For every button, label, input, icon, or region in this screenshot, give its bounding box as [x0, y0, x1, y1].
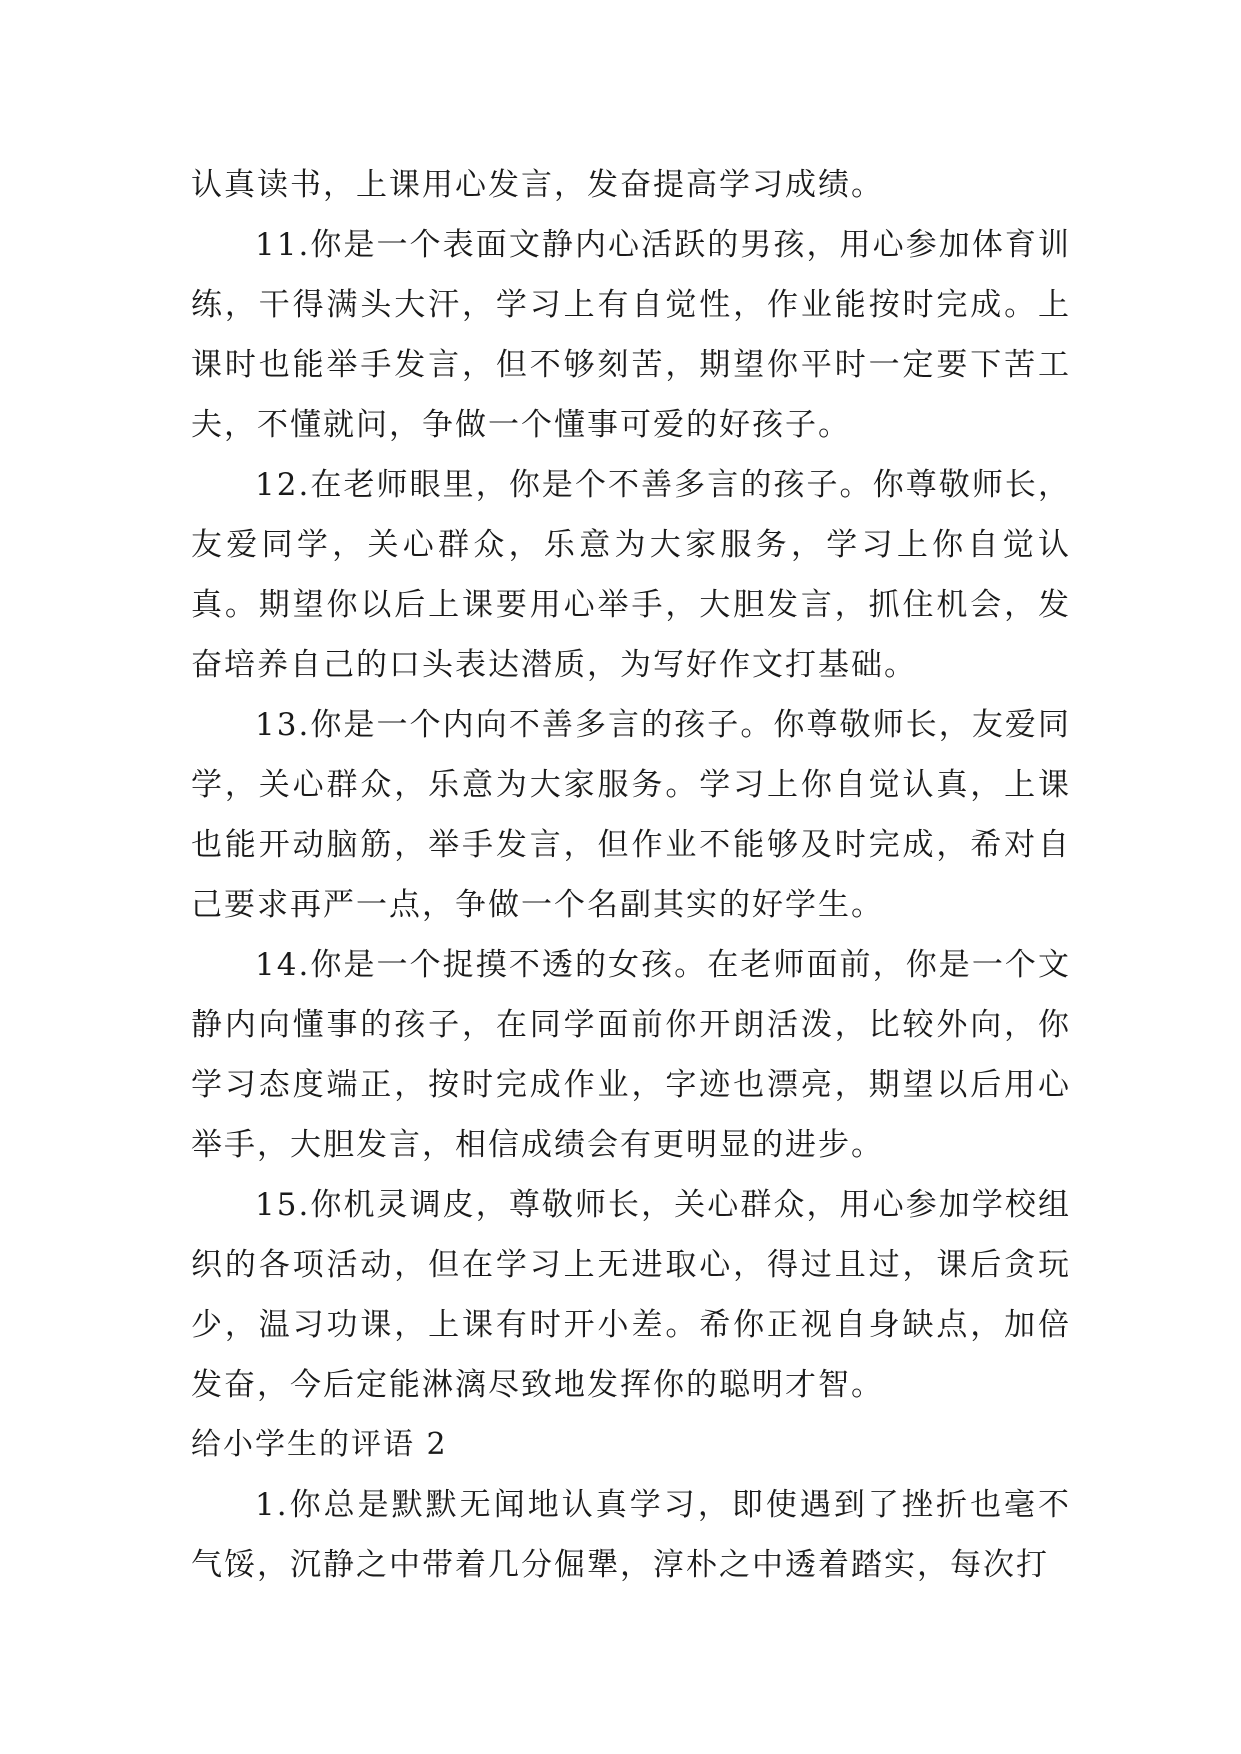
- comment-paragraph-12: 12.在老师眼里，你是个不善多言的孩子。你尊敬师长，友爱同学，关心群众，乐意为大家服务，学习上你自觉认真。期望你以后上课要用心举手，大胆发言，抓住机会，发奋培养自己的口头表达潜质，为写好作文打基础。: [191, 467, 1071, 683]
- paragraph-continuation: 认真读书，上课用心发言，发奋提高学习成绩。: [191, 167, 884, 203]
- document-body: [191, 155, 1071, 1595]
- comment-paragraph-13: 13.你是一个内向不善多言的孩子。你尊敬师长，友爱同学，关心群众，乐意为大家服务。学习上你自觉认真，上课也能开动脑筋，举手发言，但作业不能够及时完成，希对自己要求再严一点，争做一个名副其实的好学生。: [191, 707, 1071, 923]
- comment-paragraph-14: 14.你是一个捉摸不透的女孩。在老师面前，你是一个文静内向懂事的孩子，在同学面前你开朗活泼，比较外向，你学习态度端正，按时完成作业，字迹也漂亮，期望以后用心举手，大胆发言，相信成绩会有更明显的进步。: [191, 947, 1071, 1163]
- section-heading: 给小学生的评语 2: [191, 1427, 448, 1462]
- comment-paragraph-11: 11.你是一个表面文静内心活跃的男孩，用心参加体育训练，干得满头大汗，学习上有自觉性，作业能按时完成。上课时也能举手发言，但不够刻苦，期望你平时一定要下苦工夫，不懂就问，争做一个懂事可爱的好孩子。: [191, 227, 1071, 443]
- comment-paragraph-15: 15.你机灵调皮，尊敬师长，关心群众，用心参加学校组织的各项活动，但在学习上无进取心，得过且过，课后贪玩少，温习功课，上课有时开小差。希你正视自身缺点，加倍发奋，今后定能淋漓尽致地发挥你的聪明才智。: [191, 1187, 1071, 1403]
- comment-paragraph-1: 1.你总是默默无闻地认真学习，即使遇到了挫折也毫不气馁，沉静之中带着几分倔犟，淳朴之中透着踏实，每次打: [191, 1487, 1071, 1583]
